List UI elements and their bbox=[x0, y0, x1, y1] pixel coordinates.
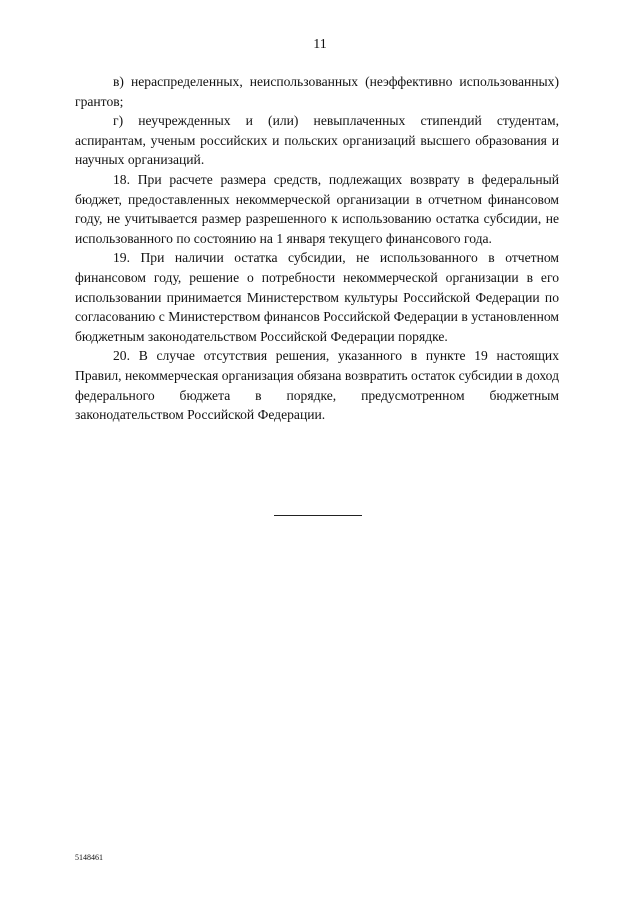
paragraph-18: 18. При расчете размера средств, подлежащих возврату в федеральный бюджет, предоставленных некоммерческой организации в отчетном финансовом году, не учитывается размер разрешенного к использованию остатка субсидии, не использованного по состоянию на 1 января текущего финансового года. bbox=[75, 171, 559, 246]
end-separator-line bbox=[274, 515, 362, 516]
page-number: 11 bbox=[313, 37, 327, 52]
document-code: 5148461 bbox=[75, 853, 103, 862]
paragraph-item-g: г) неучрежденных и (или) невыплаченных стипендий студентам, аспирантам, ученым российских и польских организаций высшего образования и научных организаций. bbox=[75, 113, 559, 168]
paragraph-item-v: в) нераспределенных, неиспользованных (неэффективно использованных) грантов; bbox=[75, 74, 559, 109]
paragraph-20: 20. В случае отсутствия решения, указанного в пункте 19 настоящих Правил, некоммерческая организация обязана возвратить остаток субсидии в доход федерального бюджета в порядке, предусмотренном бюджетным законодательством Российской Федерации. bbox=[75, 348, 559, 423]
document-body bbox=[75, 72, 559, 425]
paragraph-19: 19. При наличии остатка субсидии, не использованного в отчетном финансовом году, решение о потребности некоммерческой организации в его использовании принимается Министерством культуры Российской Федерации по согласованию с Министерством финансов Российской Федерации в установленном бюджетным законодательством Российской Федерации порядке. bbox=[75, 250, 559, 344]
